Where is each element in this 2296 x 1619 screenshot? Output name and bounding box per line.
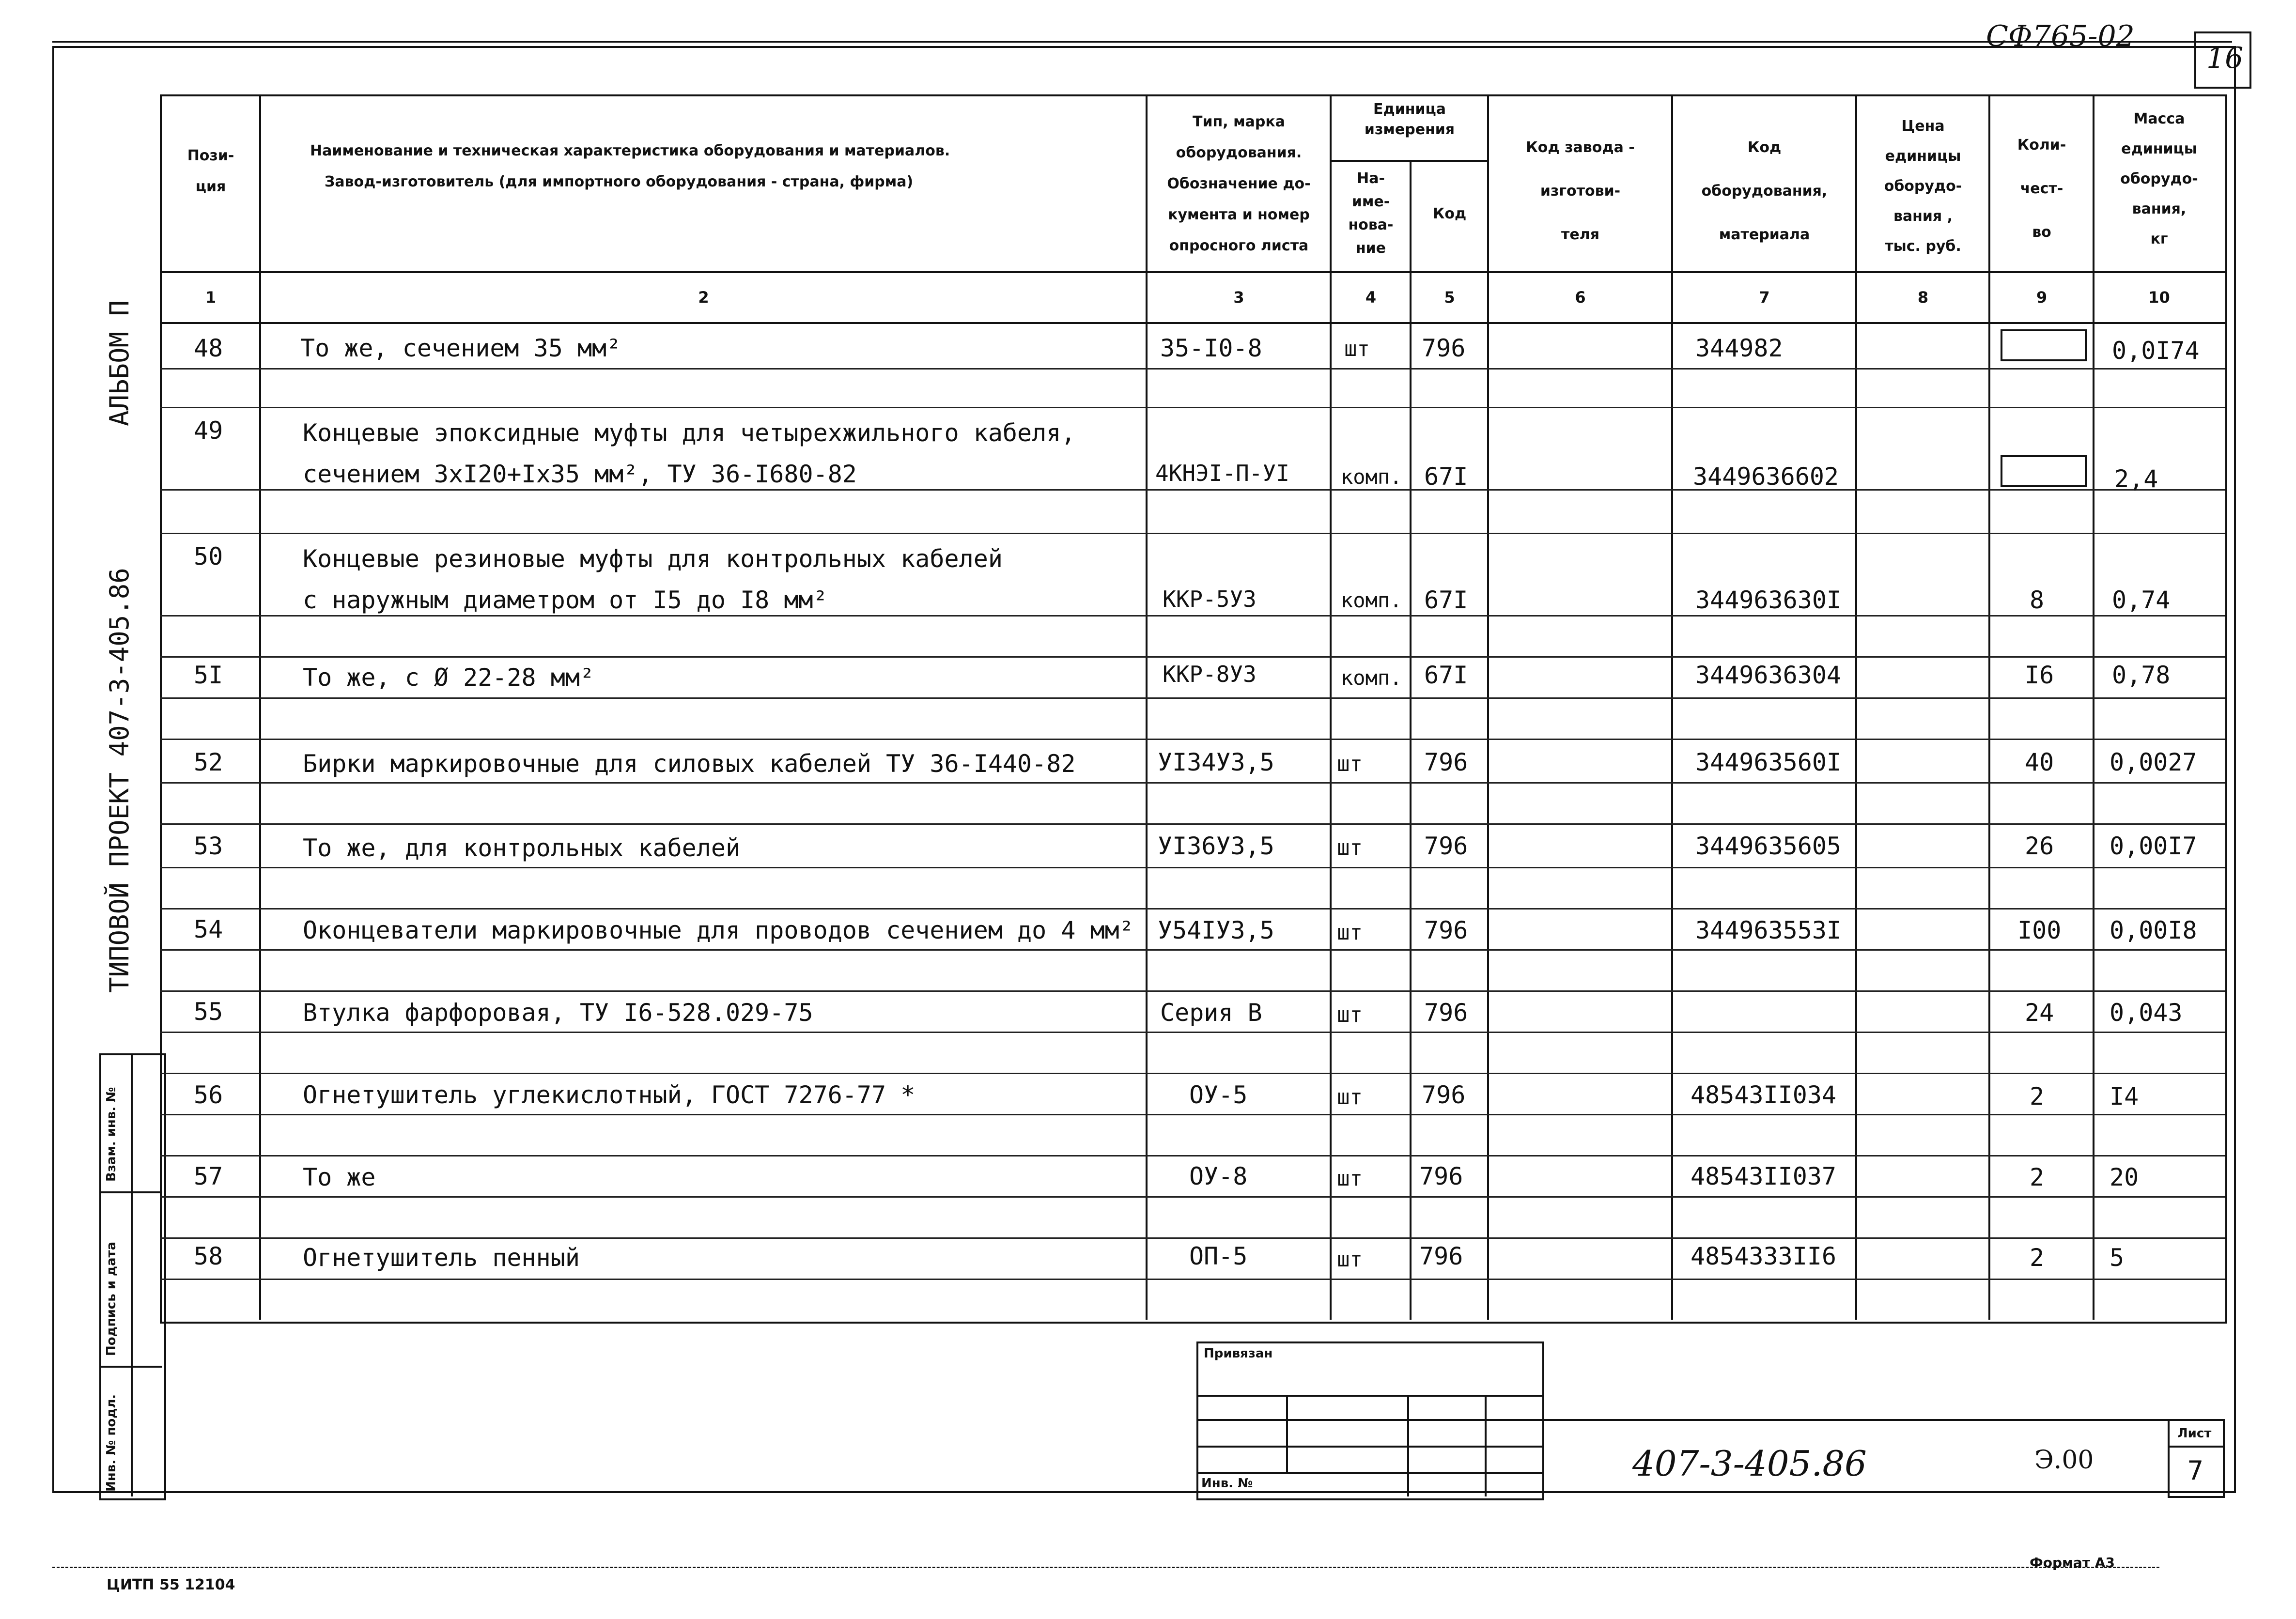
hdr-type: Тип, марка оборудования. Обозначение до- кумента и номер опросного листа (1167, 113, 1311, 254)
row-52-name: Бирки маркировочные для силовых кабелей ТУ 36-I440-82 (303, 750, 1076, 778)
row-49-mass: 2,4 (2114, 465, 2158, 493)
row-51-mass: 0,78 (2112, 661, 2171, 689)
footer-left: ЦИТП 55 12104 (107, 1576, 235, 1593)
hdr-unit-name: На- име- нова- ние (1348, 170, 1394, 257)
hdr-name: Наименование и техническая характеристика оборудования и материалов. Завод-изготовитель (для импортного оборудования - страна, фирма) (310, 142, 950, 190)
bound-vline-2 (1407, 1395, 1409, 1496)
row-line (160, 782, 2225, 784)
row-54-pos: 54 (194, 915, 223, 943)
row-58-unit: шт (1337, 1247, 1363, 1272)
col-line-1 (259, 94, 261, 1320)
row-57-qty: 2 (2030, 1163, 2045, 1191)
row-line (160, 823, 2225, 825)
doc-code-top (1540, 1419, 2223, 1421)
side-stamp-sign: Подпись и дата (104, 1241, 119, 1356)
row-line (160, 656, 2225, 658)
col-line-8 (1988, 94, 1990, 1320)
row-56-pos: 56 (194, 1081, 223, 1109)
row-56-mass: I4 (2110, 1082, 2139, 1110)
row-54-type: У54IУ3,5 (1158, 916, 1274, 944)
row-54-unit: шт (1337, 920, 1363, 945)
row-51-qty: I6 (2025, 661, 2054, 689)
row-line (160, 1073, 2225, 1074)
row-54-code: 796 (1424, 916, 1468, 944)
row-line (160, 407, 2225, 408)
row-line (160, 1114, 2225, 1115)
row-56-name: Огнетушитель углекислотный, ГОСТ 7276-77 * (303, 1081, 915, 1109)
row-51-pos: 5I (194, 661, 223, 689)
row-57-code: 796 (1419, 1162, 1463, 1190)
row-57-pos: 57 (194, 1162, 223, 1190)
unit-header-split (1330, 160, 1487, 162)
row-line (160, 1155, 2225, 1156)
row-54-mat: 344963553I (1695, 916, 1842, 944)
sheet-number: 7 (2187, 1455, 2204, 1486)
bound-vline-1 (1286, 1395, 1288, 1472)
spec-table (160, 94, 2227, 1324)
row-50-qty: 8 (2030, 586, 2045, 614)
row-58-type: ОП-5 (1189, 1242, 1248, 1270)
colnum-bottom-line (160, 322, 2225, 324)
row-53-mat: 3449635605 (1695, 832, 1842, 860)
row-57-mass: 20 (2110, 1163, 2139, 1191)
album-label: АЛЬБОМ П (104, 300, 135, 426)
row-58-mat: 4854333II6 (1691, 1242, 1837, 1270)
side-stamp-sep-1 (99, 1191, 162, 1193)
bound-line-2 (1196, 1419, 1542, 1421)
row-49-qty-box (2001, 455, 2087, 487)
row-52-qty: 40 (2025, 748, 2054, 776)
row-49-name: Концевые эпоксидные муфты для четырехжильного кабеля, (303, 419, 1076, 447)
row-49-unit: комп. (1341, 465, 1402, 489)
row-49-pos: 49 (194, 416, 223, 445)
row-56-code: 796 (1422, 1081, 1466, 1109)
side-stamp-inv: Инв. № подл. (104, 1394, 119, 1492)
project-label: ТИПОВОЙ ПРОЕКТ 407-3-405.86 (104, 568, 135, 993)
row-48-mass: 0,0I74 (2112, 337, 2200, 365)
col-line-2 (1146, 94, 1148, 1320)
row-52-mat: 344963560I (1695, 748, 1842, 776)
col-line-6 (1671, 94, 1673, 1320)
inv-label: Инв. № (1201, 1476, 1253, 1491)
row-54-qty: I00 (2017, 916, 2062, 944)
hdr-quantity: Коли- чест- во (2017, 137, 2066, 241)
header-bottom-line (160, 271, 2225, 273)
row-58-code: 796 (1419, 1242, 1463, 1270)
row-50-name2: с наружным диаметром от I5 до I8 мм² (303, 586, 828, 614)
row-56-qty: 2 (2030, 1082, 2045, 1110)
col-line-3 (1330, 94, 1332, 1320)
row-53-mass: 0,00I7 (2110, 832, 2197, 860)
top-code: СФ765-02 (1986, 19, 2135, 53)
row-49-name2: сечением 3хI20+Iх35 мм², ТУ 36-I680-82 (303, 460, 857, 488)
row-line (160, 1032, 2225, 1033)
hdr-mass: Масса единицы оборудо- вания, кг (2120, 110, 2198, 247)
bound-line-1 (1196, 1395, 1542, 1397)
row-line (160, 533, 2225, 534)
row-58-name: Огнетушитель пенный (303, 1244, 580, 1272)
row-line (160, 615, 2225, 617)
doc-code: 407-3-405.86 (1632, 1443, 1867, 1484)
row-56-unit: шт (1337, 1085, 1363, 1110)
col-line-7 (1855, 94, 1857, 1320)
row-line (160, 489, 2225, 491)
hdr-position: Пози- ция (187, 147, 234, 195)
row-52-mass: 0,0027 (2110, 748, 2197, 776)
colnum-1: 1 (205, 288, 217, 307)
row-53-name: То же, для контрольных кабелей (303, 834, 741, 862)
row-50-mat: 344963630I (1695, 586, 1842, 614)
bound-vline-3 (1485, 1395, 1487, 1496)
row-52-code: 796 (1424, 748, 1468, 776)
hdr-price: Цена единицы оборудо- вания , тыс. руб. (1884, 118, 1962, 255)
row-line (160, 368, 2225, 370)
row-55-mass: 0,043 (2110, 999, 2183, 1027)
doc-suffix: Э.00 (2034, 1446, 2094, 1475)
page-number: 16 (2206, 41, 2244, 75)
row-50-type: ККР-5У3 (1163, 586, 1257, 612)
bound-label: Привязан (1204, 1346, 1273, 1361)
row-50-code: 67I (1424, 586, 1468, 614)
row-line (160, 867, 2225, 868)
row-49-code: 67I (1424, 463, 1468, 491)
row-50-name: Концевые резиновые муфты для контрольных кабелей (303, 545, 1003, 573)
row-56-type: ОУ-5 (1189, 1081, 1248, 1109)
row-55-pos: 55 (194, 998, 223, 1026)
colnum-3: 3 (1233, 288, 1244, 307)
side-stamp-sep-2 (99, 1366, 162, 1368)
row-line (160, 1237, 2225, 1239)
row-51-mat: 3449636304 (1695, 661, 1842, 689)
colnum-6: 6 (1575, 288, 1586, 307)
row-54-name: Оконцеватели маркировочные для проводов сечением до 4 мм² (303, 916, 1134, 944)
row-55-name: Втулка фарфоровая, ТУ I6-528.029-75 (303, 999, 813, 1027)
row-line (160, 949, 2225, 951)
colnum-8: 8 (1917, 288, 1929, 307)
row-48-qty-box (2001, 329, 2087, 361)
row-53-type: УI36У3,5 (1158, 832, 1274, 860)
outer-margin-line (52, 41, 2232, 43)
row-51-unit: комп. (1341, 666, 1402, 690)
footer-right: Формат А3 (2030, 1555, 2115, 1571)
row-50-unit: комп. (1341, 588, 1402, 612)
row-58-pos: 58 (194, 1242, 223, 1270)
row-line (160, 739, 2225, 740)
row-58-qty: 2 (2030, 1244, 2045, 1272)
row-51-code: 67I (1424, 661, 1468, 689)
bound-line-3 (1196, 1446, 1542, 1448)
row-line (160, 697, 2225, 699)
footer-dashed-line (52, 1567, 2159, 1568)
row-57-type: ОУ-8 (1189, 1162, 1248, 1190)
row-50-mass: 0,74 (2112, 586, 2171, 614)
sheet-box-split (2168, 1446, 2223, 1448)
row-57-name: То же (303, 1163, 376, 1191)
hdr-material-code: Код оборудования, материала (1701, 139, 1828, 243)
colnum-9: 9 (2036, 288, 2048, 307)
colnum-10: 10 (2148, 288, 2170, 307)
col-line-5 (1487, 94, 1489, 1320)
row-57-mat: 48543II037 (1691, 1162, 1837, 1190)
row-48-pos: 48 (194, 334, 223, 362)
row-57-unit: шт (1337, 1166, 1363, 1191)
hdr-unit: Единица измерения (1364, 101, 1455, 138)
hdr-factory-code: Код завода - изготови- теля (1526, 139, 1635, 243)
row-line (160, 1279, 2225, 1280)
side-stamp-divider (131, 1053, 133, 1496)
row-48-name: То же, сечением 35 мм² (300, 334, 621, 362)
row-56-mat: 48543II034 (1691, 1081, 1837, 1109)
colnum-4: 4 (1365, 288, 1377, 307)
row-52-type: УI34У3,5 (1158, 748, 1274, 776)
row-line (160, 908, 2225, 910)
row-line (160, 1196, 2225, 1198)
row-48-mat: 344982 (1695, 334, 1783, 362)
row-48-type: 35-I0-8 (1160, 334, 1262, 362)
row-50-pos: 50 (194, 542, 223, 571)
row-line (160, 990, 2225, 992)
row-52-unit: шт (1337, 752, 1363, 776)
colnum-7: 7 (1759, 288, 1770, 307)
title-block (162, 1320, 2223, 1494)
row-53-qty: 26 (2025, 832, 2054, 860)
row-48-code: 796 (1422, 334, 1466, 362)
bound-line-4 (1196, 1472, 1542, 1474)
row-48-unit: шт (1344, 337, 1370, 361)
colnum-5: 5 (1444, 288, 1455, 307)
sheet-label: Лист (2177, 1426, 2212, 1441)
col-line-9 (2093, 94, 2094, 1320)
row-53-unit: шт (1337, 835, 1363, 860)
side-stamp-replace: Взам. инв. № (104, 1087, 119, 1182)
row-53-pos: 53 (194, 832, 223, 860)
row-52-pos: 52 (194, 748, 223, 776)
row-55-code: 796 (1424, 999, 1468, 1027)
row-49-type: 4КНЭI-П-УI (1155, 460, 1289, 486)
row-51-type: ККР-8У3 (1163, 661, 1257, 687)
row-55-qty: 24 (2025, 999, 2054, 1027)
row-58-mass: 5 (2110, 1244, 2125, 1272)
row-54-mass: 0,00I8 (2110, 916, 2197, 944)
hdr-unit-code: Код (1432, 205, 1467, 222)
row-53-code: 796 (1424, 832, 1468, 860)
row-55-type: Серия В (1160, 999, 1262, 1027)
row-49-mat: 3449636602 (1693, 463, 1839, 491)
colnum-2: 2 (698, 288, 709, 307)
row-55-unit: шт (1337, 1002, 1363, 1027)
row-51-name: То же, с Ø 22-28 мм² (303, 663, 595, 692)
